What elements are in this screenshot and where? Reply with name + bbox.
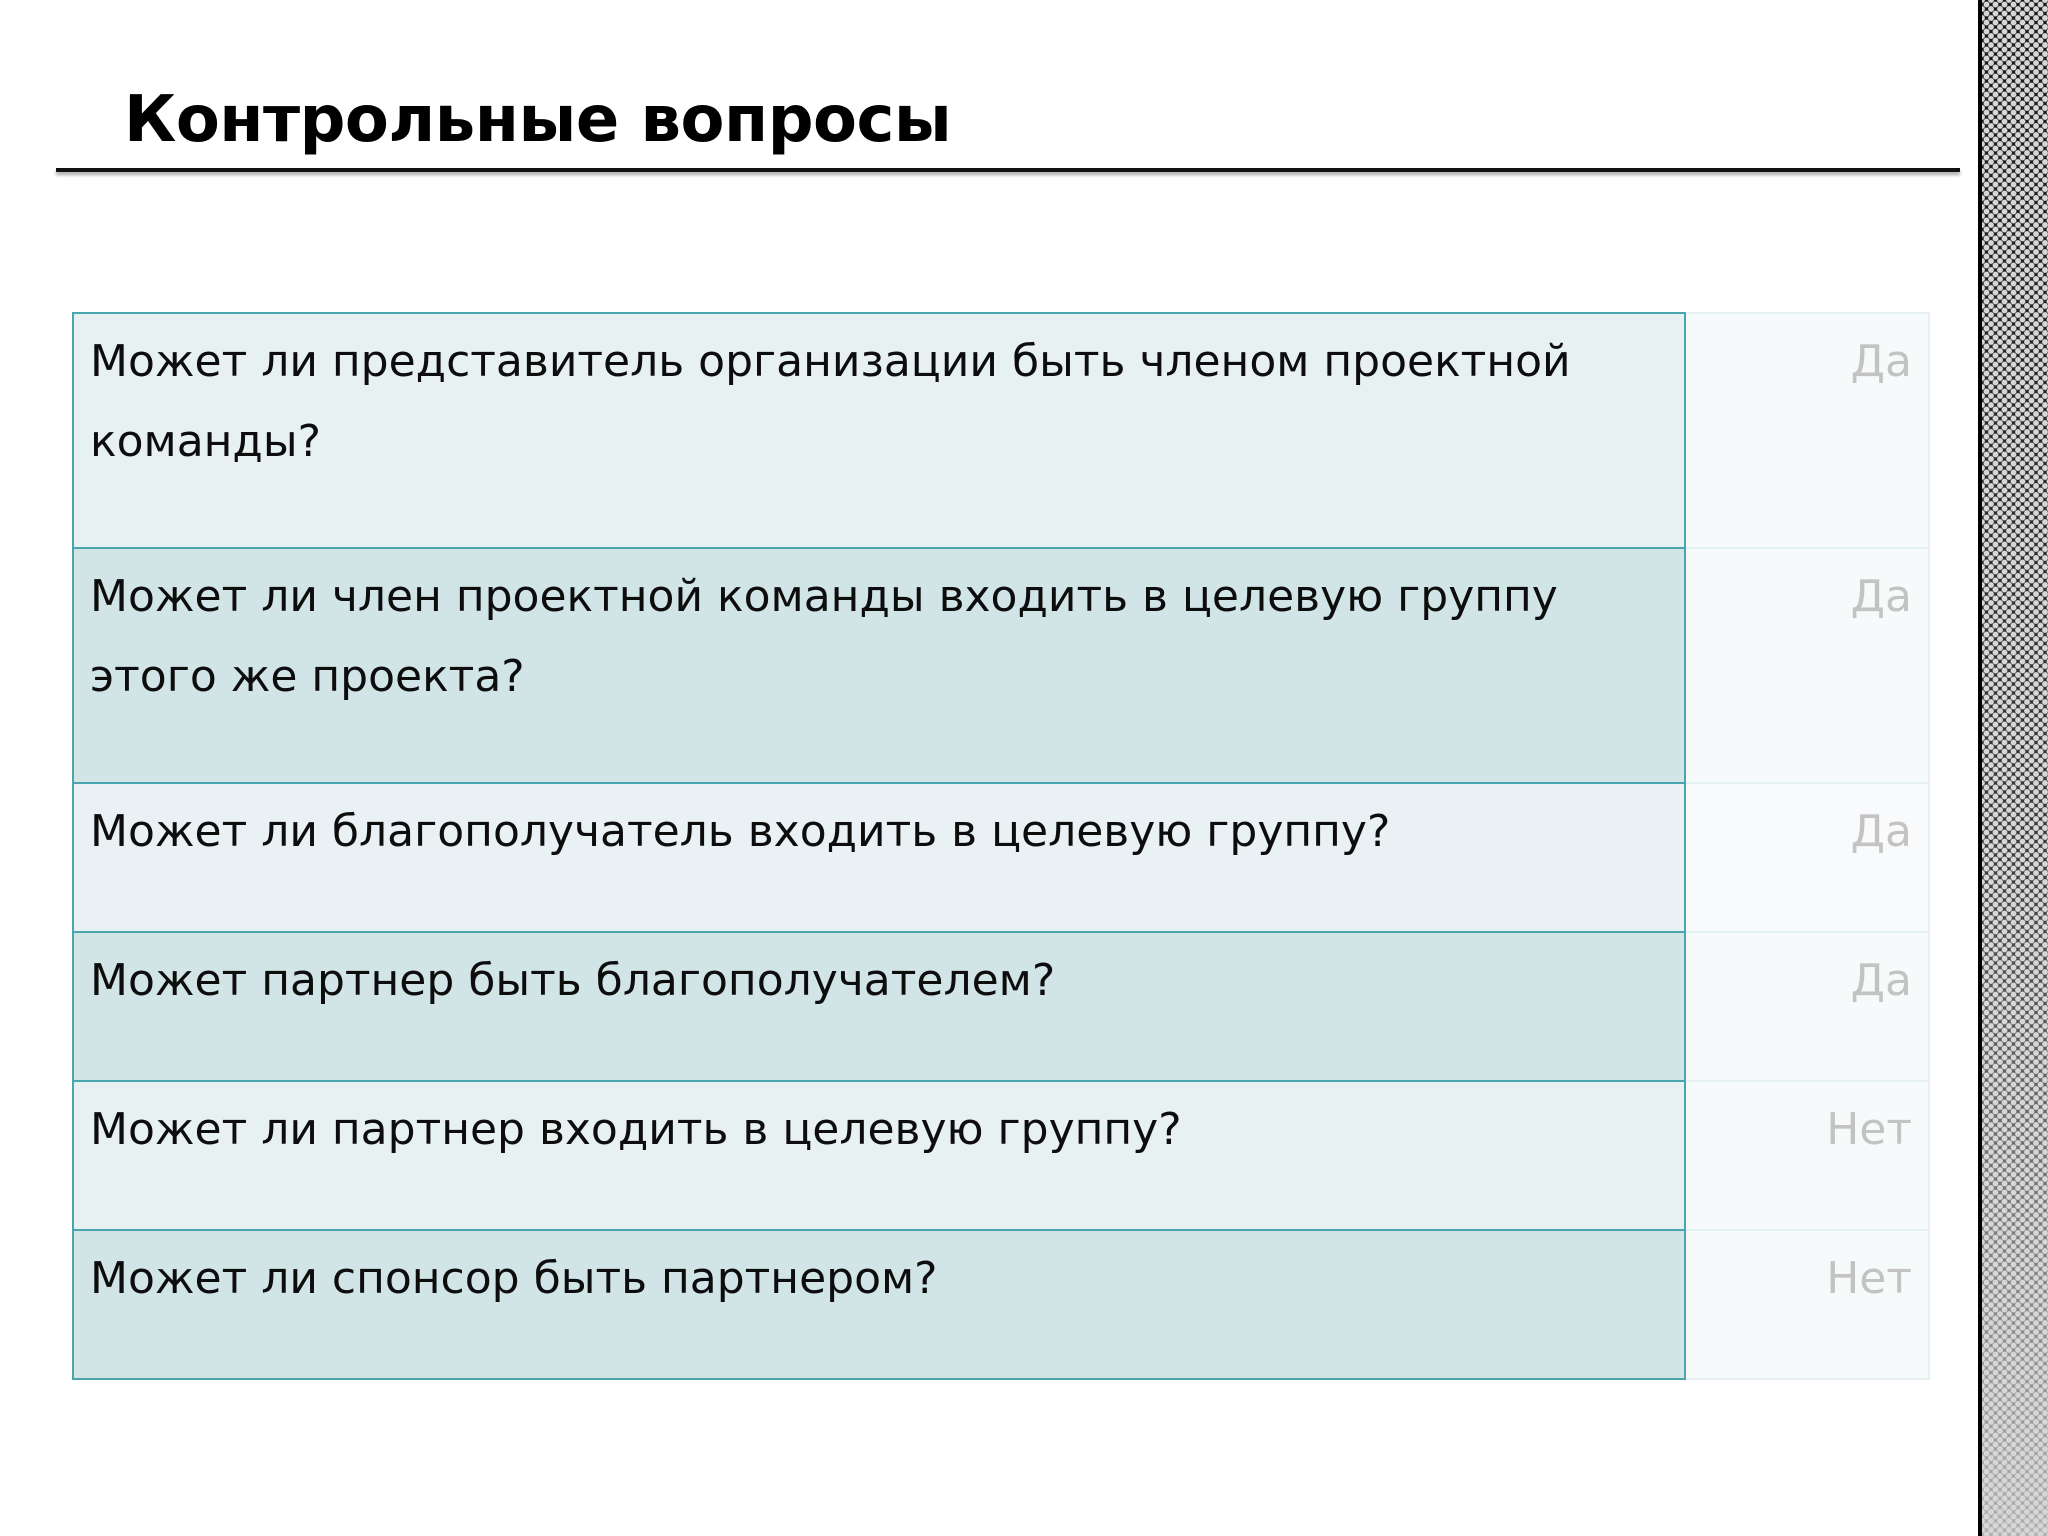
- table-row: [73, 313, 1929, 548]
- questions-table: [72, 312, 1930, 1380]
- answer-cell: [1685, 932, 1929, 1081]
- question-cell: [73, 1230, 1685, 1379]
- answer-text: Да: [1850, 955, 1912, 1006]
- question-text: Может ли член проектной команды входить в целевую группу этого же проекта?: [90, 571, 1558, 702]
- answer-text: Нет: [1826, 1104, 1912, 1155]
- question-text: Может ли партнер входить в целевую группу?: [90, 1104, 1182, 1155]
- answer-text: Да: [1850, 336, 1912, 387]
- question-cell: [73, 932, 1685, 1081]
- question-text: Может партнер быть благополучателем?: [90, 955, 1056, 1006]
- question-text: Может ли представитель организации быть членом проектной команды?: [90, 336, 1571, 467]
- answer-cell: [1685, 1081, 1929, 1230]
- question-text: Может ли благополучатель входить в целевую группу?: [90, 806, 1391, 857]
- table-row: [73, 1230, 1929, 1379]
- question-cell: [73, 1081, 1685, 1230]
- answer-text: Нет: [1826, 1253, 1912, 1304]
- slide-title: Контрольные вопросы: [124, 83, 952, 157]
- question-text: Может ли спонсор быть партнером?: [90, 1253, 938, 1304]
- question-cell: [73, 548, 1685, 783]
- answer-cell: [1685, 783, 1929, 932]
- table-row: [73, 548, 1929, 783]
- question-cell: [73, 313, 1685, 548]
- table-row: [73, 932, 1929, 1081]
- table-row: [73, 783, 1929, 932]
- title-divider: [56, 168, 1960, 172]
- table-row: [73, 1081, 1929, 1230]
- answer-cell: [1685, 548, 1929, 783]
- answer-cell: [1685, 313, 1929, 548]
- answer-text: Да: [1850, 571, 1912, 622]
- question-cell: [73, 783, 1685, 932]
- answer-text: Да: [1850, 806, 1912, 857]
- answer-cell: [1685, 1230, 1929, 1379]
- decorative-dot-pattern: [1982, 0, 2048, 1536]
